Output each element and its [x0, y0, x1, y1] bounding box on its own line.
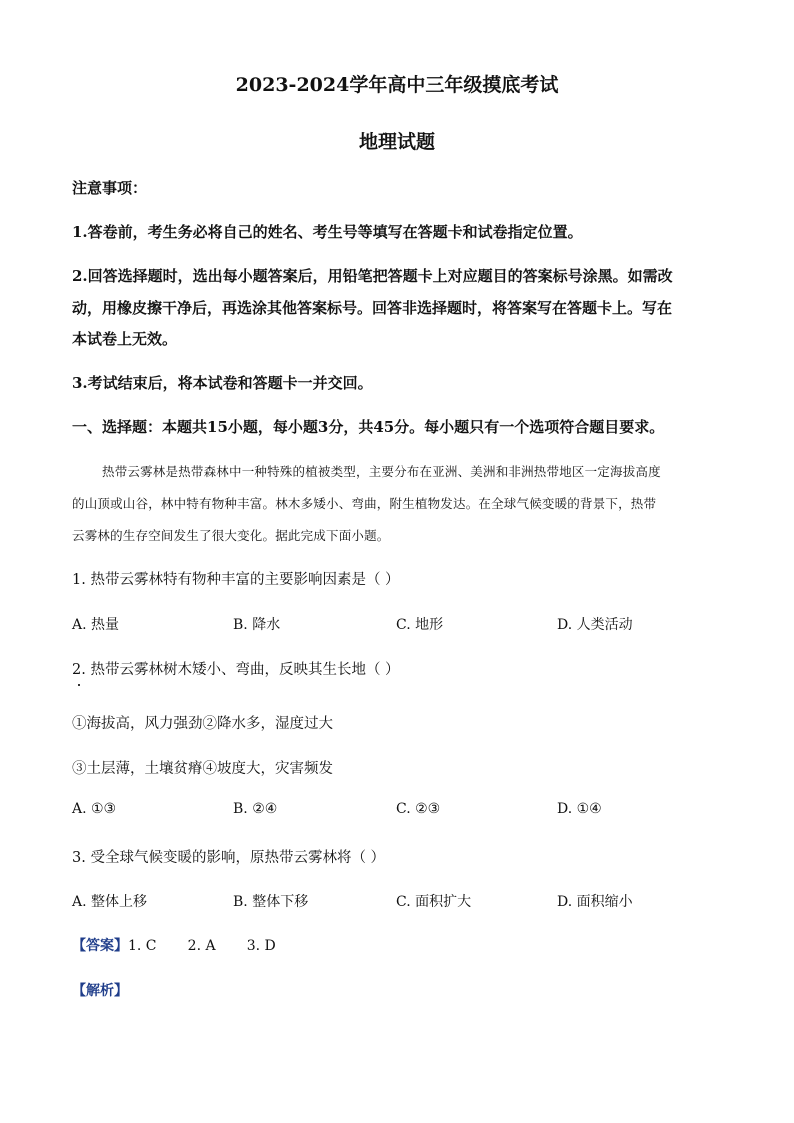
question-1-option-b: B. 降水: [233, 617, 281, 633]
stray-dot-mark: [78, 684, 80, 686]
question-3-option-c: C. 面积扩大: [396, 894, 472, 910]
question-2-option-c: C. ②③: [396, 801, 441, 817]
notice-item-2-line-3: 本试卷上无效。: [72, 330, 178, 348]
question-3-option-a: A. 整体上移: [72, 894, 148, 910]
notice-item-2-line-1: 2.回答选择题时，选出每小题答案后，用铅笔把答题卡上对应题目的答案标号涂黑。如需改: [72, 267, 673, 285]
answer-line: [72, 935, 276, 955]
question-2-option-a: A. ①③: [72, 801, 117, 817]
page-subtitle: 地理试题: [358, 131, 435, 153]
page-title: 2023-2024学年高中三年级摸底考试: [235, 74, 559, 96]
answer-tag: 【答案】: [72, 938, 128, 954]
question-1-option-c: C. 地形: [396, 617, 444, 633]
passage-line-3: 云雾林的生存空间发生了很大变化。据此完成下面小题。: [72, 528, 390, 543]
notice-item-2-line-2: 动，用橡皮擦干净后，再选涂其他答案标号。回答非选择题时，将答案写在答题卡上。写在: [72, 299, 673, 317]
question-2-statement-line-2: ③土层薄，土壤贫瘠④坡度大，灾害频发: [72, 761, 333, 777]
answer-text: 1. C 2. A 3. D: [128, 938, 276, 954]
notice-heading: 注意事项：: [72, 179, 148, 197]
question-2-statement-line-1: ①海拔高，风力强劲②降水多，湿度过大: [72, 716, 333, 732]
question-3-option-b: B. 整体下移: [233, 894, 309, 910]
question-3-option-d: D. 面积缩小: [557, 894, 633, 910]
question-1-option-a: A. 热量: [72, 617, 120, 633]
section-heading: 一、选择题：本题共15小题，每小题3分，共45分。每小题只有一个选项符合题目要求。: [72, 418, 665, 436]
question-2-option-b: B. ②④: [233, 801, 278, 817]
passage-line-2: 的山顶或山谷，林中特有物种丰富。林木多矮小、弯曲，附生植物发达。在全球气候变暖的背景下，热带: [72, 496, 657, 511]
question-1-stem: 1. 热带云雾林特有物种丰富的主要影响因素是（ ）: [72, 572, 400, 588]
question-2-option-d: D. ①④: [557, 801, 602, 817]
question-3-stem: 3. 受全球气候变暖的影响，原热带云雾林将（ ）: [72, 850, 386, 866]
notice-item-1: 1.答卷前，考生务必将自己的姓名、考生号等填写在答题卡和试卷指定位置。: [72, 223, 583, 241]
question-1-option-d: D. 人类活动: [557, 617, 633, 633]
analysis-line: [72, 980, 128, 1000]
notice-item-3: 3.考试结束后，将本试卷和答题卡一并交回。: [72, 374, 373, 392]
passage-line-1: 热带云雾林是热带森林中一种特殊的植被类型，主要分布在亚洲、美洲和非洲热带地区一定海拔高度: [102, 464, 661, 479]
analysis-tag: 【解析】: [72, 983, 128, 999]
question-2-stem: 2. 热带云雾林树木矮小、弯曲，反映其生长地（ ）: [72, 662, 400, 678]
